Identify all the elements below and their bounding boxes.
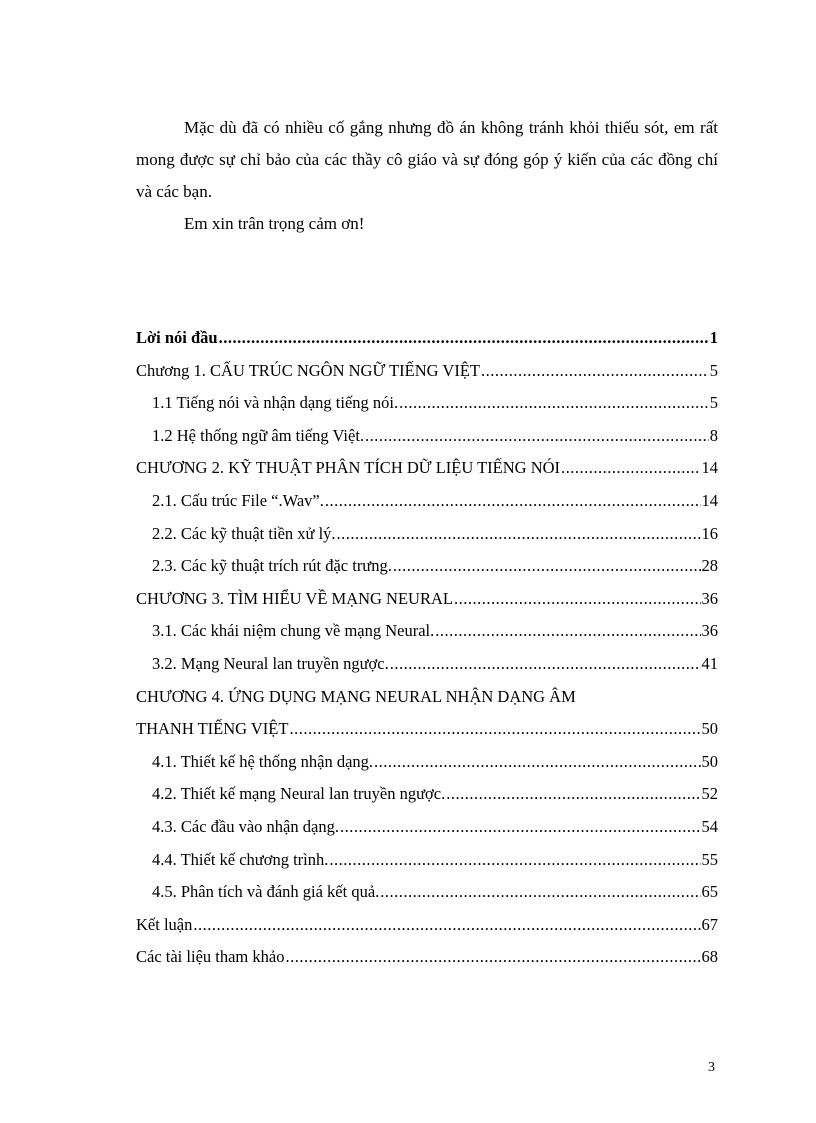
toc-entry-page: 16 — [701, 523, 718, 543]
toc-leader — [325, 485, 701, 518]
toc-leader — [435, 615, 700, 648]
toc-entry-title: 2.1. Cấu trúc File “.Wav”. — [152, 490, 324, 510]
toc-entry-title: 4.3. Các đầu vào nhận dạng. — [152, 816, 339, 836]
toc-entry-title: Các tài liệu tham khảo — [136, 947, 285, 967]
toc-entry-title: CHƯƠNG 4. ỨNG DỤNG MẠNG NEURAL NHẬN DẠNG ÂM — [136, 686, 576, 706]
toc-entry-section-4-5[interactable] — [136, 876, 718, 909]
toc-entry-title: Lời nói đầu — [136, 328, 218, 347]
toc-entry-page: 65 — [701, 882, 718, 902]
toc-entry-preface[interactable] — [136, 322, 718, 355]
page-number: 3 — [708, 1060, 715, 1075]
table-of-contents — [136, 322, 718, 974]
toc-entry-title: 1.1 Tiếng nói và nhận dạng tiếng nói. — [152, 393, 399, 413]
toc-leader — [481, 355, 709, 388]
toc-entry-page: 36 — [701, 621, 718, 641]
toc-leader — [454, 583, 701, 616]
toc-entry-page: 50 — [701, 751, 718, 771]
toc-entry-section-4-4[interactable] — [136, 844, 718, 877]
toc-entry-title: THANH TIẾNG VIỆT — [136, 719, 289, 739]
thanks-line: Em xin trân trọng cảm ơn! — [184, 214, 365, 233]
toc-entry-page: 1 — [709, 328, 718, 347]
toc-leader — [337, 518, 701, 551]
toc-leader — [374, 746, 700, 779]
toc-entry-title: CHƯƠNG 2. KỸ THUẬT PHÂN TÍCH DỮ LIỆU TIẾNG NÓI — [136, 458, 561, 478]
toc-entry-section-4-3[interactable] — [136, 811, 718, 844]
toc-entry-chapter-4-line-2[interactable] — [136, 713, 718, 746]
toc-entry-page: 41 — [701, 653, 718, 673]
toc-entry-section-4-2[interactable] — [136, 778, 718, 811]
toc-leader — [365, 420, 709, 453]
toc-entry-section-4-1[interactable] — [136, 746, 718, 779]
toc-entry-page: 8 — [709, 425, 718, 445]
toc-leader — [285, 941, 700, 974]
toc-entry-title: 2.3. Các kỹ thuật trích rút đặc trưng. — [152, 556, 392, 576]
toc-leader — [390, 648, 701, 681]
toc-entry-title: Kết luận — [136, 914, 193, 934]
toc-entry-page: 14 — [701, 490, 718, 510]
toc-leader — [219, 322, 709, 355]
toc-leader — [380, 876, 700, 909]
toc-entry-section-1-2[interactable] — [136, 420, 718, 453]
toc-leader — [399, 387, 709, 420]
toc-entry-page: 55 — [701, 849, 718, 869]
toc-entry-title: 2.2. Các kỹ thuật tiền xử lý. — [152, 523, 336, 543]
toc-entry-section-2-1[interactable] — [136, 485, 718, 518]
toc-entry-title: 4.1. Thiết kế hệ thống nhận dạng. — [152, 751, 374, 771]
toc-leader — [446, 778, 700, 811]
toc-entry-chapter-3[interactable] — [136, 583, 718, 616]
toc-entry-conclusion[interactable] — [136, 909, 718, 942]
toc-entry-references[interactable] — [136, 941, 718, 974]
toc-entry-page: 28 — [701, 556, 718, 576]
toc-entry-section-2-2[interactable] — [136, 518, 718, 551]
toc-leader — [289, 713, 700, 746]
toc-entry-title: 4.4. Thiết kế chương trình. — [152, 849, 329, 869]
toc-leader — [393, 550, 701, 583]
toc-entry-page: 5 — [709, 360, 718, 380]
toc-entry-page: 67 — [701, 914, 718, 934]
toc-entry-page: 50 — [701, 719, 718, 739]
toc-entry-page: 54 — [701, 816, 718, 836]
toc-entry-title: 3.2. Mạng Neural lan truyền ngược. — [152, 653, 389, 673]
toc-entry-title: 4.5. Phân tích và đánh giá kết quả. — [152, 882, 380, 902]
toc-entry-title: 3.1. Các khái niệm chung về mạng Neural. — [152, 621, 435, 641]
toc-entry-page: 68 — [701, 947, 718, 967]
toc-entry-section-2-3[interactable] — [136, 550, 718, 583]
toc-entry-title: Chương 1. CẤU TRÚC NGÔN NGỮ TIẾNG VIỆT — [136, 360, 480, 380]
toc-entry-page: 52 — [701, 784, 718, 804]
toc-entry-section-3-1[interactable] — [136, 615, 718, 648]
toc-entry-section-3-2[interactable] — [136, 648, 718, 681]
toc-leader — [193, 909, 700, 942]
closing-paragraphs — [136, 112, 718, 240]
toc-entry-chapter-1[interactable] — [136, 355, 718, 388]
toc-entry-page: 14 — [701, 458, 718, 478]
toc-leader — [561, 452, 700, 485]
toc-leader — [329, 844, 700, 877]
toc-entry-page: 36 — [701, 588, 718, 608]
toc-entry-title: CHƯƠNG 3. TÌM HIỂU VỀ MẠNG NEURAL — [136, 588, 453, 608]
toc-entry-title: 4.2. Thiết kế mạng Neural lan truyền ngược. — [152, 784, 446, 804]
toc-entry-section-1-1[interactable] — [136, 387, 718, 420]
toc-entry-title: 1.2 Hệ thống ngữ âm tiếng Việt. — [152, 425, 365, 445]
toc-leader — [340, 811, 701, 844]
toc-entry-page: 5 — [709, 393, 718, 413]
closing-paragraph: Mặc dù đã có nhiều cố gắng nhưng đồ án không tránh khỏi thiếu sót, em rất mong được sự chỉ bảo của các thầy cô giáo và sự đóng góp ý kiến của các đồng chí và các bạn. — [136, 118, 718, 201]
toc-entry-chapter-2[interactable] — [136, 452, 718, 485]
toc-entry-chapter-4-line-1[interactable] — [136, 681, 718, 714]
